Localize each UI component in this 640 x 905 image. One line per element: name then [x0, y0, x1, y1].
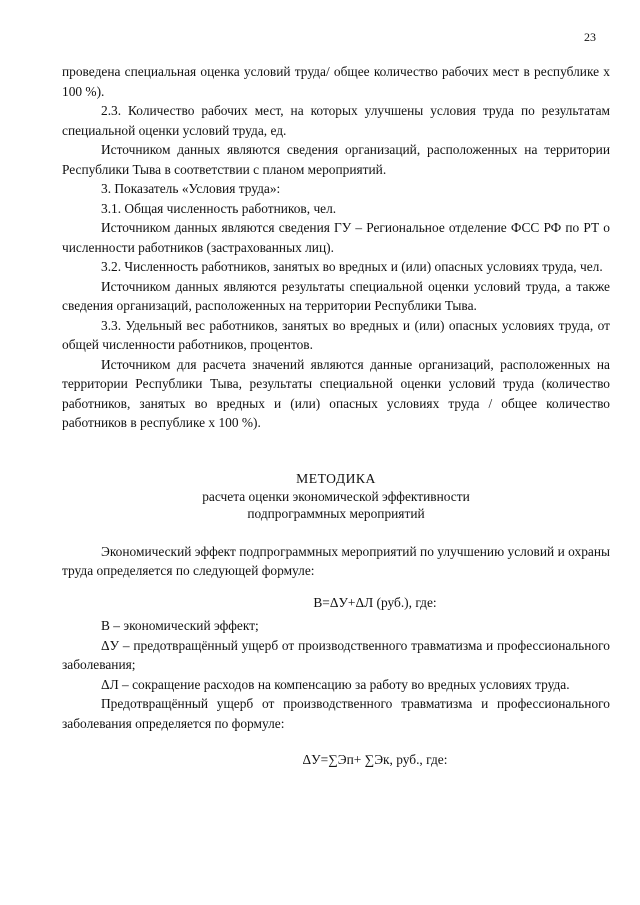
formula-prevented-damage: ΔУ=∑Эп+ ∑Эк, руб., где:: [302, 752, 448, 767]
heading-subtitle: расчета оценки экономической эффективности: [202, 488, 470, 504]
definition: В – экономический эффект;: [101, 618, 259, 633]
heading-subtitle: подпрограммных мероприятий: [247, 505, 425, 521]
paragraph: 3.1. Общая численность работников, чел.: [101, 200, 337, 216]
paragraph: Источником для расчета значений являются данные организаций, расположенных на территории Республики Тыва, результаты специальной оценки условий труда (количество работников, занятых во вредных и (или) опасных условиях труда / общее количество работников в республике х 100 %).: [62, 356, 610, 430]
paragraph: Источником данных являются результаты специальной оценки условий труда, а также сведения организаций, расположенных на территории Республики Тыва.: [62, 278, 610, 313]
paragraph: проведена специальная оценка условий труда/ общее количество рабочих мест в республике х 100 %).: [62, 64, 610, 99]
definition: ΔЛ – сокращение расходов на компенсацию за работу во вредных условиях труда.: [101, 676, 570, 692]
paragraph: 3. Показатель «Условия труда»:: [101, 181, 281, 196]
paragraph: Источником данных являются сведения ГУ – Региональное отделение ФСС РФ по РТ о численности работников (застрахованных лиц).: [62, 220, 610, 255]
paragraph: Источником данных являются сведения организаций, расположенных на территории Республики Тыва в соответствии с планом мероприятий.: [62, 142, 610, 177]
intro-paragraph: Экономический эффект подпрограммных мероприятий по улучшению условий и охраны труда определяется по следующей формуле:: [62, 543, 610, 578]
formula-economic-effect: В=ΔУ+ΔЛ (руб.), где:: [313, 594, 437, 610]
paragraph: 2.3. Количество рабочих мест, на которых улучшены условия труда по результатам специальной оценки условий труда, ед.: [62, 103, 610, 138]
heading-title: МЕТОДИКА: [296, 470, 376, 486]
methodology-heading: [62, 469, 610, 522]
definition: ΔУ – предотвращённый ущерб от производственного травматизма и профессионального заболевания;: [62, 637, 610, 672]
paragraph: 3.3. Удельный вес работников, занятых во вредных и (или) опасных условиях труда, от общей численности работников, процентов.: [62, 317, 610, 352]
paragraph: Предотвращённый ущерб от производственного травматизма и профессионального заболевания определяется по формуле:: [62, 696, 610, 731]
paragraph: 3.2. Численность работников, занятых во вредных и (или) опасных условиях труда, чел.: [101, 259, 603, 274]
page-number: 23: [584, 30, 596, 44]
document-body: [62, 62, 610, 770]
